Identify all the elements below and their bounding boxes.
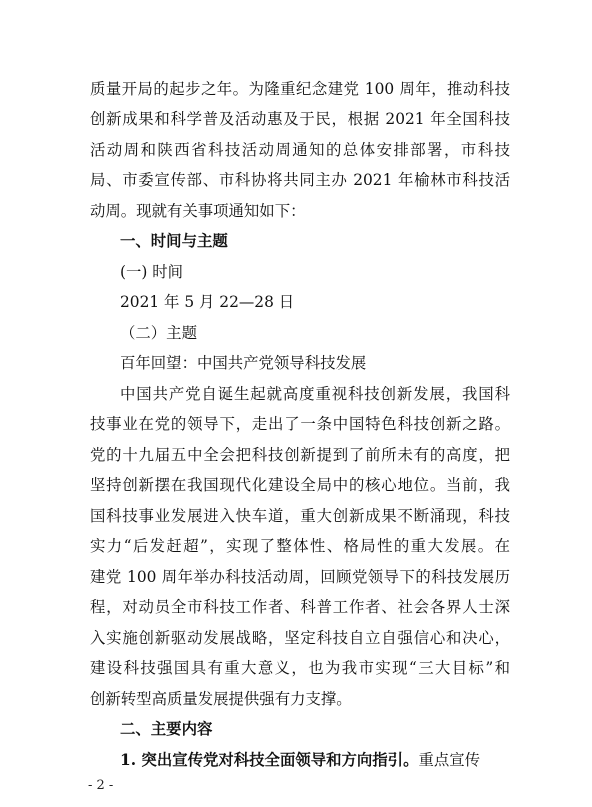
page-number: - 2 - xyxy=(88,778,114,793)
body-text-line: 国科技事业发展进入快车道，重大创新成果不断涌现，科技 xyxy=(90,507,510,525)
body-text-line: 程，对动员全市科技工作者、科普工作者、社会各界人士深 xyxy=(90,598,510,616)
numbered-item-1 xyxy=(120,750,510,770)
body-text-line: 中国共产党自诞生起就高度重视科技创新发展，我国科 xyxy=(120,385,510,403)
body-text-line: 坚持创新摆在我国现代化建设全局中的核心地位。当前，我 xyxy=(90,476,510,494)
body-text-line: 创新转型高质量发展提供强有力支撑。 xyxy=(90,690,352,708)
subsection-heading-theme: （二）主题 xyxy=(120,324,197,342)
body-text-line: 建设科技强国具有重大意义，也为我市实现“三大目标”和 xyxy=(90,659,510,677)
numbered-item-1-text: 重点宣传 xyxy=(418,751,481,769)
section-heading-time-theme: 一、时间与主题 xyxy=(120,232,228,250)
event-date: 2021 年 5 月 22—28 日 xyxy=(120,293,295,311)
event-theme: 百年回望：中国共产党领导科技发展 xyxy=(120,354,367,372)
body-text-line: 活动周和陕西省科技活动周通知的总体安排部署，市科技 xyxy=(90,141,510,159)
body-text-line: 技事业在党的领导下，走出了一条中国特色科技创新之路。 xyxy=(90,415,510,433)
subsection-heading-time: (一) 时间 xyxy=(120,263,184,281)
section-heading-main-content: 二、主要内容 xyxy=(120,720,213,738)
body-text-line: 创新成果和科学普及活动惠及于民，根据 2021 年全国科技 xyxy=(90,110,510,128)
body-text-line: 动周。现就有关事项通知如下： xyxy=(90,202,306,220)
body-text-line: 实力“后发赶超”，实现了整体性、格局性的重大发展。在 xyxy=(90,537,510,555)
body-text-line: 局、市委宣传部、市科协将共同主办 2021 年榆林市科技活 xyxy=(90,171,510,189)
body-text-line: 党的十九届五中全会把科技创新提到了前所未有的高度，把 xyxy=(90,446,510,464)
body-text-line: 质量开局的起步之年。为隆重纪念建党 100 周年，推动科技 xyxy=(90,80,510,98)
numbered-item-1-bold: 1. 突出宣传党对科技全面领导和方向指引。 xyxy=(120,751,419,769)
body-text-line: 入实施创新驱动发展战略，坚定科技自立自强信心和决心， xyxy=(90,629,510,647)
body-text-line: 建党 100 周年举办科技活动周，回顾党领导下的科技发展历 xyxy=(90,568,510,586)
